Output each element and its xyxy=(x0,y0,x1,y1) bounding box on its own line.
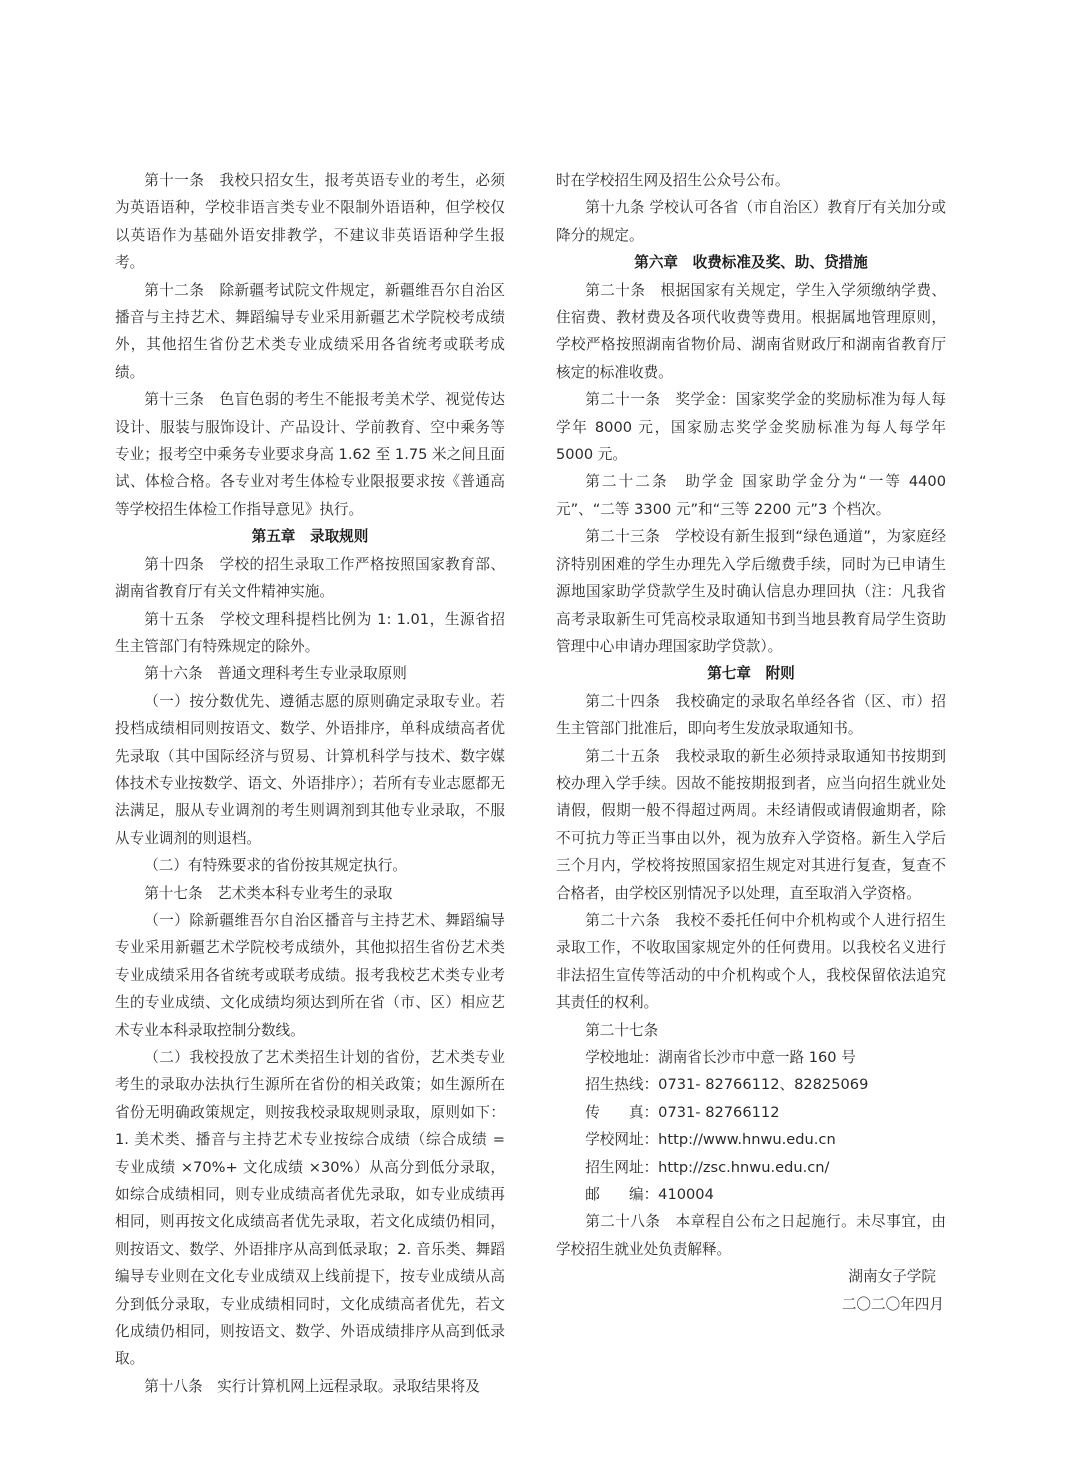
article-17-item-1: （一）除新疆维吾尔自治区播音与主持艺术、舞蹈编导专业采用新疆艺术学院校考成绩外，其他拟招生省份艺术类专业成绩采用各省统考或联考成绩。报考我校艺术类专业考生的专业成绩、文化成绩均须达到所在省（市、区）相应艺术专业本科录取控制分数线。 xyxy=(115,911,505,1039)
article-11: 第十一条 我校只招女生，报考英语专业的考生，必须为英语语种，学校非语言类专业不限制外语语种，但学校仅以英语作为基础外语安排教学，不建议非英语语种学生报考。 xyxy=(115,172,505,272)
chapter-6-heading: 第六章 收费标准及奖、助、贷措施 xyxy=(634,254,868,272)
school-website: 学校网址：http://www.hnwu.edu.cn xyxy=(585,1131,836,1149)
article-18: 第十八条 实行计算机网上远程录取。录取结果将及 xyxy=(144,1377,480,1395)
chapter-5-heading: 第五章 录取规则 xyxy=(251,528,369,546)
article-26: 第二十六条 我校不委托任何中介机构或个人进行招生录取工作，不收取国家规定外的任何费用。以我校名义进行非法招生宣传等活动的中介机构或个人，我校保留依法追究其责任的权利。 xyxy=(556,911,946,1012)
school-address: 学校地址：湖南省长沙市中意一路 160 号 xyxy=(585,1049,856,1066)
article-25: 第二十五条 我校录取的新生必须持录取通知书按期到校办理入学手续。因故不能按期报到者，应当向招生就业处请假，假期一般不得超过两周。未经请假或请假逾期者，除不可抗力等正当事由以外，视为放弃入学资格。新生入学后三个月内，学校将按照国家招生规定对其进行复查，复查不合格者，由学校区别情况予以处理，直至取消入学资格。 xyxy=(556,747,946,902)
article-27: 第二十七条 xyxy=(585,1021,659,1039)
article-24: 第二十四条 我校确定的录取名单经各省（区、市）招生主管部门批准后，即向考生发放录取通知书。 xyxy=(556,692,946,738)
right-column xyxy=(556,167,946,1318)
chapter-7-heading: 第七章 附则 xyxy=(707,665,795,683)
article-16-item-1: （一）按分数优先、遵循志愿的原则确定录取专业。若投档成绩相同则按语文、数学、外语排序，单科成绩高者优先录取（其中国际经济与贸易、计算机科学与技术、数字媒体技术专业按数学、语文、外语排序）；若所有专业志愿都无法满足，服从专业调剂的考生则调剂到其他专业录取，不服从专业调剂的则退档。 xyxy=(115,692,505,847)
article-12: 第十二条 除新疆考试院文件规定，新疆维吾尔自治区播音与主持艺术、舞蹈编导专业采用新疆艺术学院校考成绩外，其他招生省份艺术类专业成绩采用各省统考或联考成绩。 xyxy=(115,281,505,381)
left-column xyxy=(115,167,505,1400)
article-19: 第十九条 学校认可各省（市自治区）教育厅有关加分或降分的规定。 xyxy=(556,199,946,244)
fax-number: 传 真：0731- 82766112 xyxy=(585,1103,780,1121)
article-15: 第十五条 学校文理科提档比例为 1: 1.01，生源省招生主管部门有特殊规定的除外。 xyxy=(115,610,505,655)
article-18-continued: 时在学校招生网及招生公众号公布。 xyxy=(556,172,790,189)
admission-hotline: 招生热线：0731- 82766112、82825069 xyxy=(585,1076,869,1094)
article-16: 第十六条 普通文理科考生专业录取原则 xyxy=(144,665,407,683)
article-17: 第十七条 艺术类本科专业考生的录取 xyxy=(144,884,393,902)
article-14: 第十四条 学校的招生录取工作严格按照国家教育部、湖南省教育厅有关文件精神实施。 xyxy=(115,555,505,601)
signature-date: 二〇二〇年四月 xyxy=(841,1295,944,1313)
article-13: 第十三条 色盲色弱的考生不能报考美术学、视觉传达设计、服装与服饰设计、产品设计、学前教育、空中乘务等专业；报考空中乘务专业要求身高 1.62 至 1.75 米之间且面试、体检合格。各专业对考生体检专业限报要求按《普通高等学校招生体检工作指导意见》执行。 xyxy=(115,391,506,518)
article-22: 第二十二条 助学金 国家助学金分为“一等 4400 元”、“二等 3300 元”和“三等 2200 元”3 个档次。 xyxy=(556,473,946,518)
article-20: 第二十条 根据国家有关规定，学生入学须缴纳学费、住宿费、教材费及各项代收费等费用。根据属地管理原则，学校严格按照湖南省物价局、湖南省财政厅和湖南省教育厅核定的标准收费。 xyxy=(556,281,946,381)
article-23: 第二十三条 学校设有新生报到“绿色通道”，为家庭经济特别困难的学生办理先入学后缴费手续，同时为已申请生源地国家助学贷款学生及时确认信息办理回执（注：凡我省高考录取新生可凭高校录取通知书到当地县教育局学生资助管理中心申请办理国家助学贷款）。 xyxy=(556,528,946,655)
admission-website: 招生网址：http://zsc.hnwu.edu.cn/ xyxy=(585,1158,830,1176)
article-21: 第二十一条 奖学金：国家奖学金的奖励标准为每人每学年 8000 元，国家励志奖学金奖励标准为每人每学年 5000 元。 xyxy=(556,391,946,464)
article-28: 第二十八条 本章程自公布之日起施行。未尽事宜，由学校招生就业处负责解释。 xyxy=(556,1213,946,1258)
signature-organization: 湖南女子学院 xyxy=(848,1268,936,1286)
article-16-item-2: （二）有特殊要求的省份按其规定执行。 xyxy=(144,857,407,875)
article-17-item-2: （二）我校投放了艺术类招生计划的省份，艺术类专业考生的录取办法执行生源所在省份的相关政策；如生源所在省份无明确政策规定，则按我校录取规则录取，原则如下：1. 美术类、播音与主持艺术专业按综合成绩（综合成绩 = 专业成绩 ×70%+ 文化成绩 ×30%）从高分到低分录取，如综合成绩相同，则专业成绩高者优先录取，如专业成绩再相同，则再按文化成绩高者优先录取，若文化成绩仍相同，则按语文、数学、外语排序从高到低录取；2. 音乐类、舞蹈编导专业则在文化专业成绩双上线前提下，按专业成绩从高分到低分录取，专业成绩相同时，文化成绩高者优先，若文化成绩仍相同，则按语文、数学、外语成绩排序从高到低录取。 xyxy=(115,1049,505,1368)
postal-code: 邮 编：410004 xyxy=(585,1186,714,1204)
